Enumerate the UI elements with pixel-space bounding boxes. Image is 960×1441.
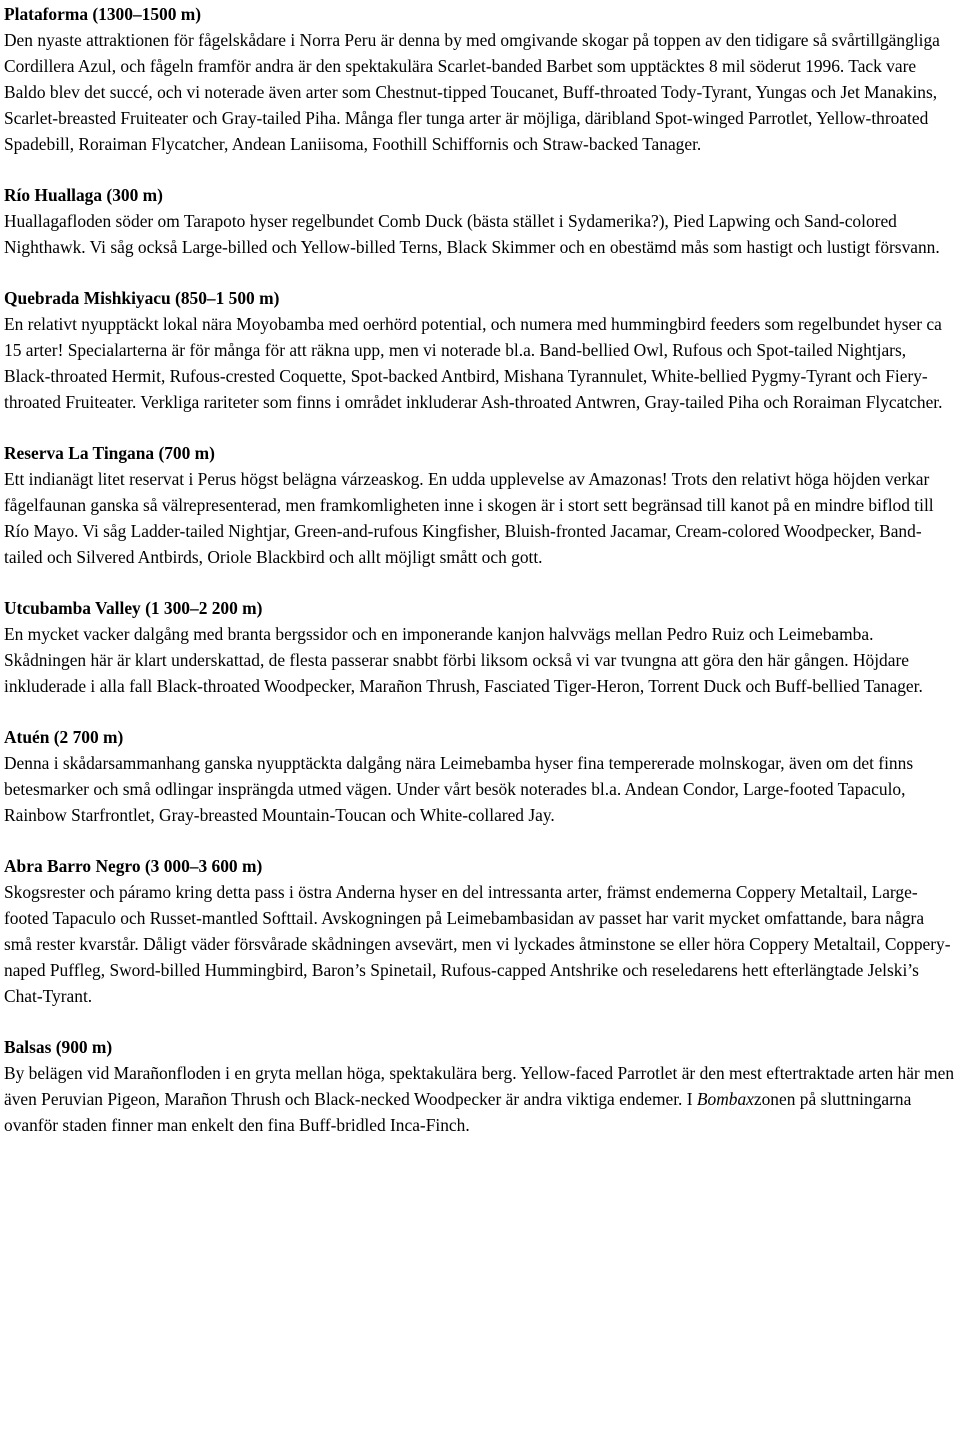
body-text-italic: Bombax — [696, 1089, 754, 1109]
section-body: En relativt nyupptäckt lokal nära Moyobamba med oerhörd potential, och numera med hummingbird feeders som regelbundet hyser ca 15 arter! Specialarterna är för många för att räkna upp, men vi noterade bl.a. Band-bellied Owl, Rufous och Spot-tailed Nightjars, Black-throated Hermit, Rufous-crested Coquette, Spot-backed Antbird, Mishana Tyrannulet, White-bellied Pygmy-Tyrant och Fiery-throated Fruiteater. Verkliga rariteter som finns i området inkluderar Ash-throated Antwren, Gray-tailed Piha och Roraiman Flycatcher. — [4, 314, 943, 412]
section-body: Skogsrester och páramo kring detta pass i östra Anderna hyser en del intressanta arter, främst endemerna Coppery Metaltail, Large-footed Tapaculo och Russet-mantled Softtail. Avskogningen på Leimebambasidan av passet har varit mycket omfattande, bara några små rester kvarstår. Dåligt väder försvårade skådningen avsevärt, men vi lyckades åtminstone se eller höra Coppery Metaltail, Coppery-naped Puffleg, Sword-billed Hummingbird, Baron’s Spinetail, Rufous-capped Antshrike och reseledarens hett efterlängtade Jelski’s Chat-Tyrant. — [4, 882, 951, 1006]
section-atuen — [4, 724, 956, 828]
section-body: Denna i skådarsammanhang ganska nyupptäckta dalgång nära Leimebamba hyser fina tempererade molnskogar, även om det finns betesmarker och små odlingar insprängda utmed vägen. Under vårt besök noterades bl.a. Andean Condor, Large-footed Tapaculo, Rainbow Starfrontlet, Gray-breasted Mountain-Toucan och White-collared Jay. — [4, 753, 914, 825]
document-page — [0, 1, 960, 1138]
section-body: Ett indianägt litet reservat i Perus högst belägna várzeaskog. En udda upplevelse av Amazonas! Trots den relativt höga höjden verkar fågelfaunan ganska så välrepresenterad, men framkomligheten inne i skogen är i stort sett begränsad till kanot på en mindre biflod till Río Mayo. Vi såg Ladder-tailed Nightjar, Green-and-rufous Kingfisher, Bluish-fronted Jacamar, Cream-colored Woodpecker, Band-tailed och Silvered Antbirds, Oriole Blackbird och allt möjligt smått och gott. — [4, 469, 934, 567]
section-heading: Atuén (2 700 m) — [4, 727, 124, 747]
section-heading: Balsas (900 m) — [4, 1037, 113, 1057]
section-quebrada-mishkiyacu — [4, 285, 956, 415]
body-text-before: By belägen vid Marañonfloden i en gryta mellan höga, spektakulära berg. Yellow-faced Parrotlet är den mest eftertraktade arten här men även Peruvian Pigeon, Marañon Thrush och Black-necked Woodpecker är andra viktiga endemer. I — [4, 1063, 955, 1109]
section-heading: Quebrada Mishkiyacu (850–1 500 m) — [4, 288, 280, 308]
section-utcubamba-valley — [4, 595, 956, 699]
section-abra-barro-negro — [4, 853, 956, 1009]
section-heading: Abra Barro Negro (3 000–3 600 m) — [4, 856, 263, 876]
section-heading: Utcubamba Valley (1 300–2 200 m) — [4, 598, 263, 618]
section-reserva-la-tingana — [4, 440, 956, 570]
section-heading: Plataforma (1300–1500 m) — [4, 4, 202, 24]
section-heading: Río Huallaga (300 m) — [4, 185, 163, 205]
section-body: Huallagafloden söder om Tarapoto hyser regelbundet Comb Duck (bästa stället i Sydamerika?), Pied Lapwing och Sand-colored Nighthawk. Vi såg också Large-billed och Yellow-billed Terns, Black Skimmer och en obestämd mås som hastigt och lustigt försvann. — [4, 211, 940, 257]
section-body — [4, 1060, 956, 1138]
section-body: Den nyaste attraktionen för fågelskådare i Norra Peru är denna by med omgivande skogar på toppen av den tidigare så svårtillgängliga Cordillera Azul, och fågeln framför andra är den spektakulära Scarlet-banded Barbet som upptäcktes 8 mil söderut 1996. Tack vare Baldo blev det succé, och vi noterade även arter som Chestnut-tipped Toucanet, Buff-throated Tody-Tyrant, Yungas och Jet Manakins, Scarlet-breasted Fruiteater och Gray-tailed Piha. Många fler tunga arter är möjliga, däribland Spot-winged Parrotlet, Yellow-throated Spadebill, Roraiman Flycatcher, Andean Laniisoma, Foothill Schiffornis och Straw-backed Tanager. — [4, 30, 940, 154]
section-plataforma — [4, 1, 956, 157]
section-rio-huallaga — [4, 182, 956, 260]
section-heading: Reserva La Tingana (700 m) — [4, 443, 215, 463]
body-text-after: zonen på sluttningarna ovanför staden finner man enkelt den fina Buff-bridled Inca-Finch. — [4, 1089, 912, 1135]
section-body: En mycket vacker dalgång med branta bergssidor och en imponerande kanjon halvvägs mellan Pedro Ruiz och Leimebamba. Skådningen här är klart underskattad, de flesta passerar snabbt förbi liksom också vi var tvungna att göra den här gången. Höjdare inkluderade i alla fall Black-throated Woodpecker, Marañon Thrush, Fasciated Tiger-Heron, Torrent Duck och Buff-bellied Tanager. — [4, 624, 923, 696]
section-balsas — [4, 1034, 956, 1138]
